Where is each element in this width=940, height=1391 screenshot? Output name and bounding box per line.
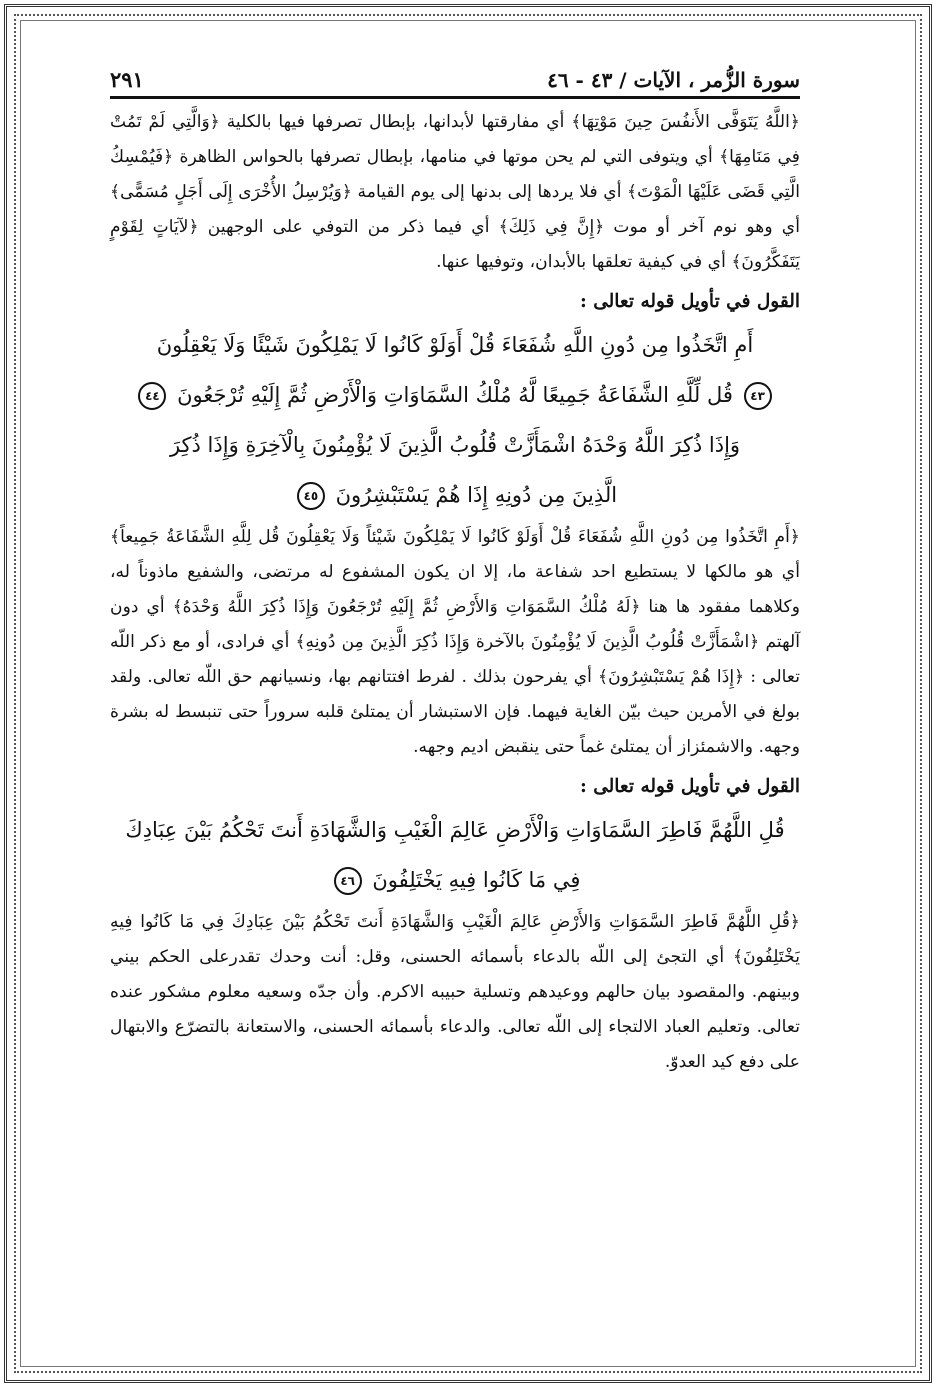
ayah-number-45: ٤٥: [297, 482, 325, 510]
running-header: [110, 60, 800, 99]
section-heading-1: القول في تأويل قوله تعالى :: [579, 291, 800, 312]
surah-title: سورة الزُّمر ، الآيات / ٤٣ - ٤٦: [547, 68, 800, 92]
page-content: [110, 60, 800, 1080]
verse-44-text: قُل لِّلَّهِ الشَّفَاعَةُ جَمِيعًا لَّهُ مُلْكُ السَّمَاوَاتِ وَالْأَرْضِ ثُمَّ إِلَيْهِ تُرْجَعُونَ: [177, 383, 733, 407]
ayah-number-43: ٤٣: [744, 382, 772, 410]
page-number: ٢٩١: [110, 67, 144, 92]
section-heading-2: القول في تأويل قوله تعالى :: [579, 776, 800, 797]
verse-45-text-part1: وَإِذَا ذُكِرَ اللَّهُ وَحْدَهُ اشْمَأَزَّتْ قُلُوبُ الَّذِينَ لَا يُؤْمِنُونَ بِالْآخِرَةِ وَإِذَا ذُكِرَ: [169, 433, 741, 457]
tafsir-paragraph-3: ﴿قُلِ اللَّهُمَّ فَاطِرَ السَّمَوَاتِ وَالأَرْضِ عَالِمَ الْغَيْبِ وَالشَّهَادَةِ أَنتَ تَحْكُمُ بَيْنَ عِبَادِكَ فِي مَا كَانُوا فِيهِ يَخْتَلِفُونَ﴾ أي التجئ إلى اللّه بالدعاء بأسمائه الحسنى، وقل: أنت وحدك تقدرعلى الحكم بيني وبينهم. والمقصود بيان حالهم ووعيدهم وتسلية حبيبه الاكرم. وأن جدّه وسعيه معلوم مشكور عنده تعالى. وتعليم العباد الالتجاء إلى اللّه تعالى. والدعاء بأسمائه الحسنى، والاستعانة بالتضرّع والابتهال على دفع كيد العدوّ.: [110, 912, 800, 1072]
quran-verse-46: [110, 805, 800, 905]
tafsir-paragraph-2: ﴿أَمِ اتَّخَذُوا مِن دُونِ اللَّهِ شُفَعَاءَ قُلْ أَوَلَوْ كَانُوا لَا يَمْلِكُونَ شَيْئاً وَلَا يَعْقِلُونَ قُل لِلَّهِ الشَّفَاعَةُ جَمِيعاً﴾ أي هو مالكها لا يستطيع احد شفاعة ما، إلا ان يكون المشفوع له مرتضى، والشفيع ماذوناً له، وكلاهما مفقود ها هنا ﴿لَهُ مُلْكُ السَّمَوَاتِ وَالأَرْضِ ثُمَّ إِلَيْهِ تُرْجَعُونَ وَإِذَا ذُكِرَ اللَّهُ وَحْدَهُ﴾ أي دون آلهتم ﴿اشْمَأَزَّتْ قُلُوبُ الَّذِينَ لَا يُؤْمِنُونَ بالآخرة وَإِذَا ذُكِرَ الَّذِينَ مِن دُونِهِ﴾ أي فرادى، أو مع ذكر اللّه تعالى : ﴿إِذَا هُمْ يَسْتَبْشِرُونَ﴾ أي يفرحون بذلك . لفرط افتتانهم بها، ونسيانهم حق اللّه تعالى. ولقد بولغ في الأمرين حيث بيّن الغاية فيهما. فإن الاستبشار أن يمتلئ قلبه سروراً حتى تنبسط له بشرة وجهه. والاشمئزاز أن يمتلئ غماً حتى ينقبض اديم وجهه.: [110, 527, 800, 757]
ayah-number-46: ٤٦: [334, 867, 362, 895]
tafsir-paragraph-1: ﴿اللَّهُ يَتَوَفَّى الأَنفُسَ حِينَ مَوْتِهَا﴾ أي مفارقتها لأبدانها، بإبطال تصرفها فيها بالكلية ﴿وَالَّتِي لَمْ تَمُتْ فِي مَنَامِهَا﴾ أي ويتوفى التي لم يحن موتها في منامها، بإبطال تصرفها بالحواس الظاهرة ﴿فَيُمْسِكُ الَّتِي قَضَى عَلَيْهَا الْمَوْتَ﴾ أي فلا يردها إلى بدنها إلى يوم القيامة ﴿وَيُرْسِلُ الأُخْرَى إِلَى أَجَلٍ مُسَمًّى﴾ أي وهو نوم آخر أو موت ﴿إِنَّ فِي ذَلِكَ﴾ أي فيما ذكر من التوفي على الوجهين ﴿لآيَاتٍ لِقَوْمٍ يَتَفَكَّرُونَ﴾ أي في كيفية تعلقها بالأبدان، وتوفيها عنها.: [110, 112, 800, 272]
verse-46-text-part1: قُلِ اللَّهُمَّ فَاطِرَ السَّمَاوَاتِ وَالْأَرْضِ عَالِمَ الْغَيْبِ وَالشَّهَادَةِ أَنتَ تَحْكُمُ بَيْنَ عِبَادِكَ: [125, 818, 785, 842]
quran-verses-43-45: [110, 320, 800, 520]
ayah-number-44: ٤٤: [138, 382, 166, 410]
verse-46-text-part2: فِي مَا كَانُوا فِيهِ يَخْتَلِفُونَ: [372, 868, 581, 892]
verse-45-text-part2: الَّذِينَ مِن دُونِهِ إِذَا هُمْ يَسْتَبْشِرُونَ: [335, 483, 618, 507]
verse-43-text: أَمِ اتَّخَذُوا مِن دُونِ اللَّهِ شُفَعَاءَ قُلْ أَوَلَوْ كَانُوا لَا يَمْلِكُونَ شَيْئًا وَلَا يَعْقِلُونَ: [156, 333, 754, 357]
